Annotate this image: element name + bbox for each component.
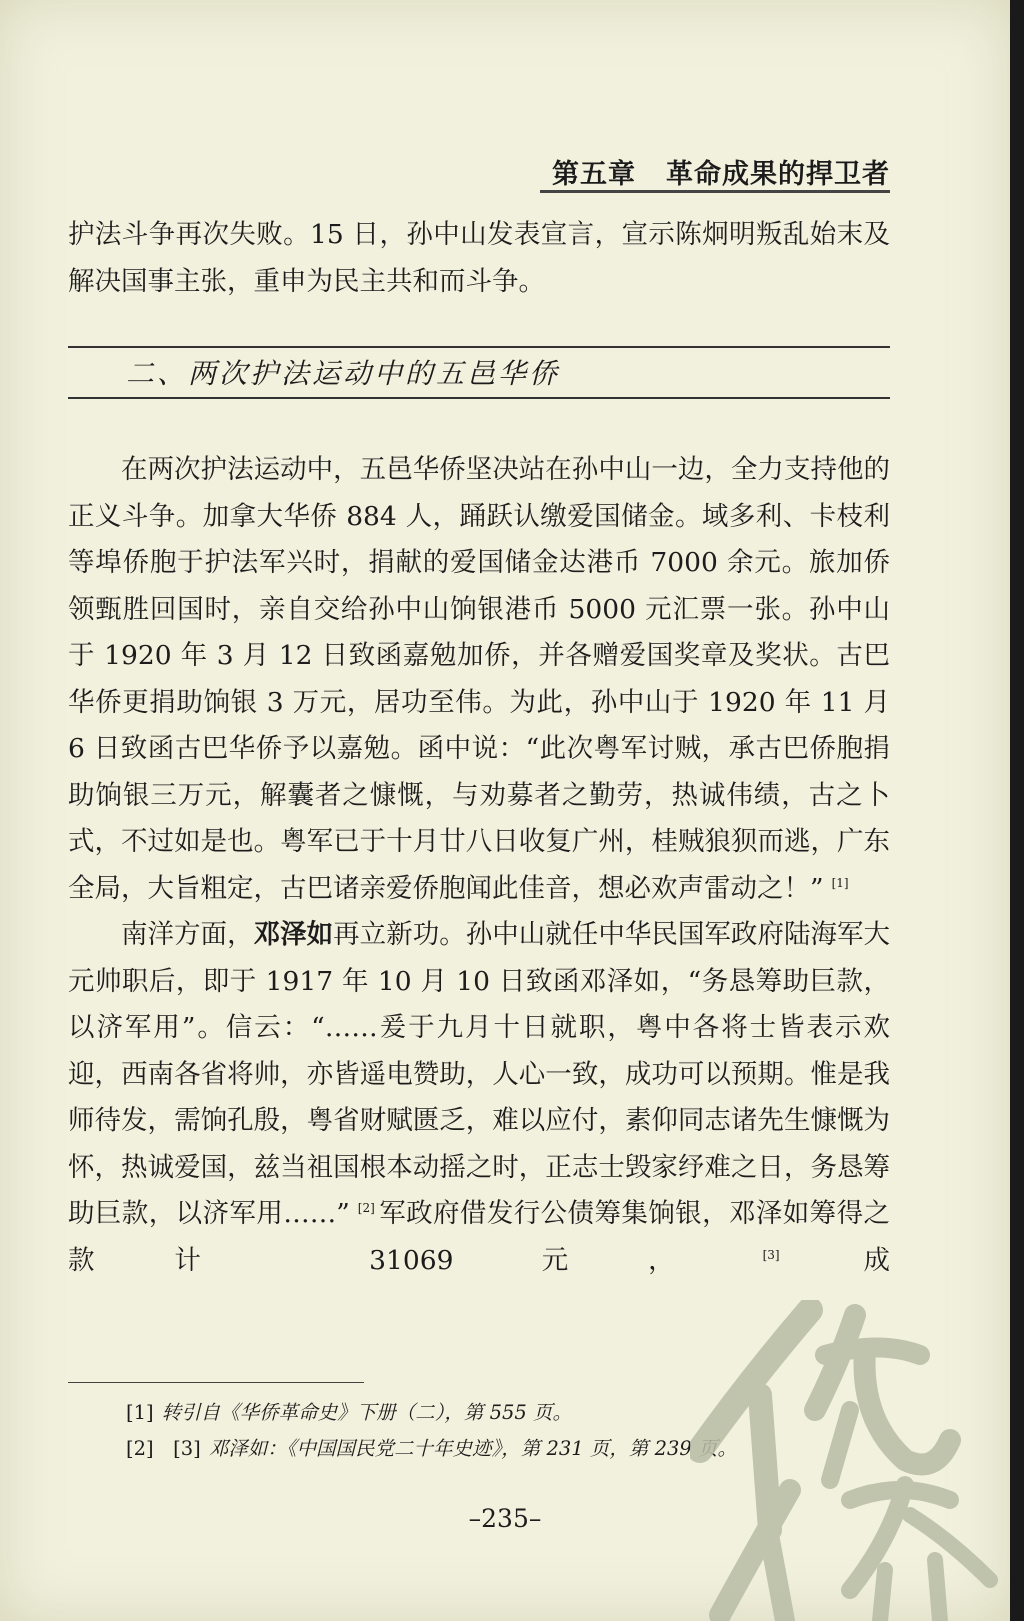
running-head-rule (540, 190, 890, 193)
footnote-rule (68, 1382, 364, 1383)
footnote-2-text: 邓泽如：《中国国民党二十年史迹》，第 231 页，第 239 页。 (208, 1437, 737, 1460)
paragraph-2-cont: 军政府借发行公债筹集饷银，邓泽如筹得之款计 31069 元， (68, 1198, 890, 1276)
running-head (530, 152, 890, 191)
paragraph-1-text: 在两次护法运动中，五邑华侨坚决站在孙中山一边，全力支持他的正义斗争。加拿大华侨 884 人，踊跃认缴爱国储金。域多利、卡枝利等埠侨胞于护法军兴时，捐献的爱国储金达港币 7000 余元。旅加侨领甄胜回国时，亲自交给孙中山饷银港币 5000 元汇票一张。孙中山于 1920 年 3 月 12 日致函嘉勉加侨，并各赠爱国奖章及奖状。古巴华侨更捐助饷银 3 万元，居功至伟。为此，孙中山于 1920 年 11 月 6 日致函古巴华侨予以嘉勉。函中说：“此次粤军讨贼，承古巴侨胞捐助饷银三万元，解囊者之慷慨，与劝募者之勤劳，热诚伟绩，古之卜式，不过如是也。粤军已于十月廿八日收复广州，桂贼狼狈而逃，广东全局，大旨粗定，古巴诸亲爱侨胞闻此佳音，想必欢声雷动之！” (68, 454, 890, 904)
footnote-ref-1: [1] (831, 875, 849, 890)
intro-paragraph: 护法斗争再次失败。15 日，孙中山发表宣言，宣示陈炯明叛乱始末及解决国事主张，重申为民主共和而斗争。 (68, 219, 890, 297)
footnote-ref-2: [2] (357, 1201, 375, 1216)
footnote-ref-3: [3] (762, 1247, 780, 1262)
paragraph-2 (68, 912, 890, 1284)
section-rule-bottom (68, 397, 890, 399)
footnote-1-marker: [1] (126, 1401, 154, 1424)
footnote-1 (126, 1395, 896, 1431)
page-number: –235– (468, 1504, 542, 1533)
paragraph-2-name: 邓泽如 (253, 919, 334, 950)
paragraph-1 (68, 447, 890, 912)
paragraph-2-lead: 南洋方面， (121, 919, 254, 950)
scan-edge (1010, 0, 1024, 1621)
footnote-1-text: 转引自《华侨革命史》下册（二），第 555 页。 (161, 1401, 572, 1424)
chapter-number: 第五章 (552, 159, 636, 190)
section-title: 二、两次护法运动中的五邑华侨 (126, 357, 561, 390)
footnote-2-marker: [2] [3] (126, 1437, 201, 1460)
chapter-title: 革命成果的捍卫者 (666, 159, 890, 190)
main-text (68, 447, 890, 1284)
intro-paragraph-block (68, 212, 890, 305)
paragraph-2-quote: 再立新功。孙中山就任中华民国军政府陆海军大元帅职后，即于 1917 年 10 月 10 日致函邓泽如，“务恳筹助巨款，以济军用”。信云：“……爰于九月十日就职，粤中各将士皆表示欢迎，西南各省将帅，亦皆遥电赞助，人心一致，成功可以预期。惟是我师待发，需饷孔殷，粤省财赋匮乏，难以应付，素仰同志诸先生慷慨为怀，热诚爱国，兹当祖国根本动摇之时，正志士毁家纾难之日，务恳筹助巨款，以济军用……” (68, 919, 891, 1229)
paragraph-2-end: 成 (783, 1244, 890, 1276)
section-rule-top (68, 346, 890, 348)
footnotes (126, 1395, 896, 1467)
footnote-2 (126, 1431, 896, 1467)
